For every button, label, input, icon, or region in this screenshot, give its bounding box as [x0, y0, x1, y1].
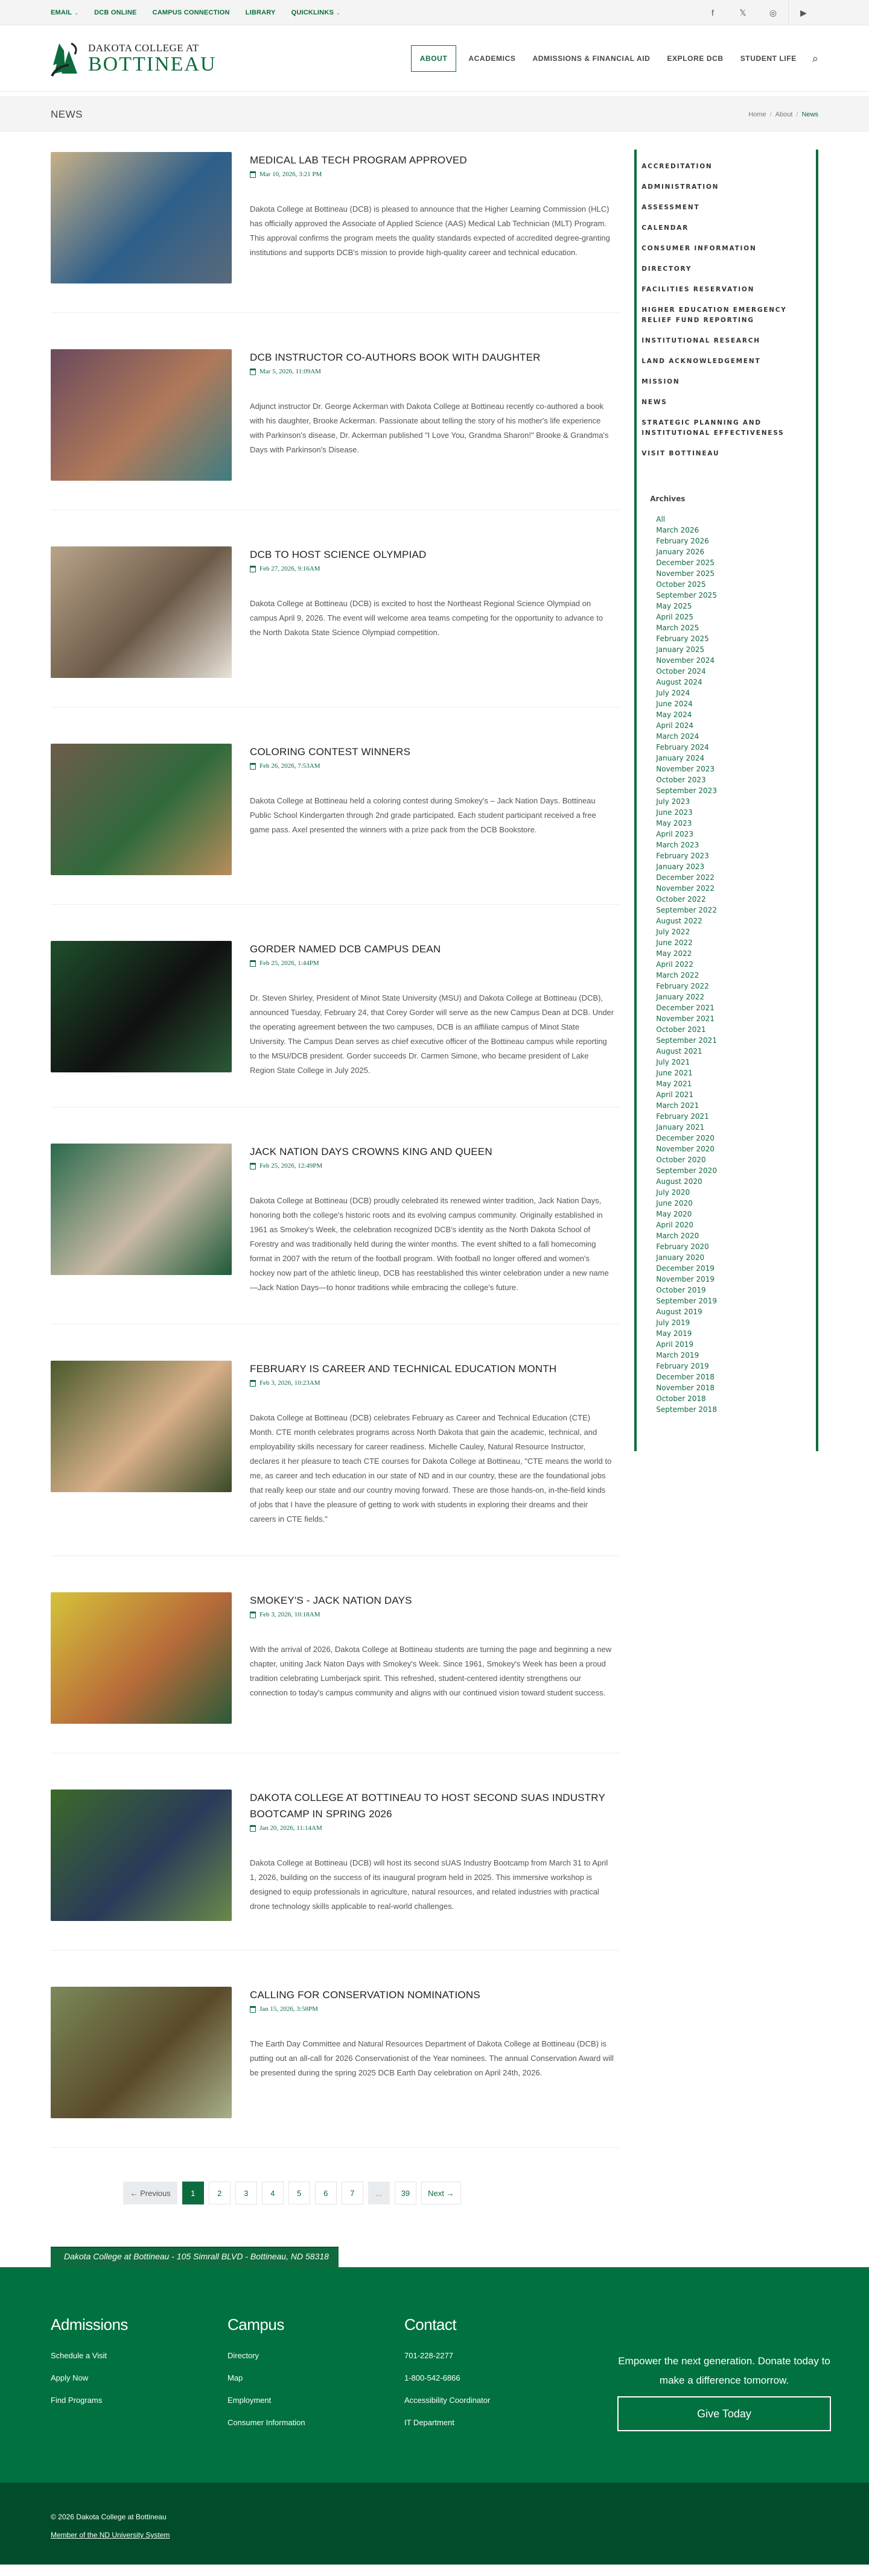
archive-link-january-2023[interactable]: January 2023: [656, 862, 705, 871]
post-date-text: Jan 15, 2026, 3:58PM: [259, 2005, 318, 2013]
chevron-down-icon: ⌄: [336, 10, 340, 16]
archive-link-october-2025[interactable]: October 2025: [656, 580, 706, 589]
breadcrumb-home[interactable]: Home: [748, 111, 766, 118]
post-thumbnail[interactable]: [51, 744, 232, 875]
archive-link-october-2023[interactable]: October 2023: [656, 776, 706, 784]
post-title-link[interactable]: DAKOTA COLLEGE AT BOTTINEAU TO HOST SECOND SUAS INDUSTRY BOOTCAMP IN SPRING 2026: [250, 1792, 605, 1820]
archive-link-march-2021[interactable]: March 2021: [656, 1101, 699, 1110]
post-date: [250, 762, 614, 770]
archive-link-september-2023[interactable]: September 2023: [656, 786, 717, 795]
post-title-link[interactable]: CALLING FOR CONSERVATION NOMINATIONS: [250, 1989, 480, 2001]
utility-link-campus-connection[interactable]: [153, 9, 230, 16]
archive-link-march-2020[interactable]: March 2020: [656, 1232, 699, 1240]
archive-link-june-2022[interactable]: June 2022: [656, 938, 693, 947]
archive-link-july-2024[interactable]: July 2024: [656, 689, 690, 697]
post-body: [250, 1987, 620, 2118]
archives-widget: [637, 464, 816, 1415]
utility-link-dcb-online[interactable]: [94, 9, 136, 16]
post-title-link[interactable]: GORDER NAMED DCB CAMPUS DEAN: [250, 943, 441, 955]
nav-academics[interactable]: ACADEMICS: [468, 54, 516, 63]
calendar-icon: [250, 2006, 256, 2013]
news-post: [51, 938, 620, 1107]
archive-link-november-2024[interactable]: November 2024: [656, 656, 715, 665]
archive-link-february-2023[interactable]: February 2023: [656, 852, 709, 860]
post-excerpt: Dakota College at Bottineau (DCB) proudly celebrated its renewed winter tradition, Jack Nation Days, honoring both the college's historic roots and its evolving campus community. Originally established in 1961 as Smokey's Week, the celebration recognized DCB's identity as the North Dakota School of Forestry and was traditionally held during the winter months. The event shifted to a fall homecoming format in 2007 with the return of the football program. With football no longer offered and women's hockey now part of the athletic lineup, DCB has reestablished this winter celebration under a new name—Jack Nation Days—to honor traditions while embracing the college's future.: [250, 1196, 609, 1292]
post-title-link[interactable]: SMOKEY'S - JACK NATION DAYS: [250, 1595, 412, 1606]
breadcrumb-separator: /: [769, 111, 772, 118]
news-post: [51, 150, 620, 313]
archive-link-june-2020[interactable]: June 2020: [656, 1199, 693, 1207]
post-date: [250, 2005, 614, 2013]
archive-link-february-2020[interactable]: February 2020: [656, 1242, 709, 1251]
post-date-text: Feb 27, 2026, 9:16AM: [259, 565, 320, 572]
footer-link-1-800-542-6866[interactable]: 1-800-542-6866: [404, 2373, 460, 2382]
archives-title: Archives: [650, 495, 686, 503]
archive-link-june-2023[interactable]: June 2023: [656, 808, 693, 817]
archive-link-december-2018[interactable]: December 2018: [656, 1373, 715, 1381]
archive-link-february-2019[interactable]: February 2019: [656, 1362, 709, 1370]
archive-link-april-2019[interactable]: April 2019: [656, 1340, 694, 1349]
archive-link-january-2025[interactable]: January 2025: [656, 645, 705, 654]
breadcrumb-about[interactable]: About: [775, 111, 793, 118]
search-icon[interactable]: ⌕: [812, 52, 818, 65]
page-1-button[interactable]: 1: [182, 2182, 204, 2204]
calendar-icon: [250, 1612, 256, 1618]
news-post: [51, 1358, 620, 1556]
post-excerpt: Dakota College at Bottineau (DCB) is excited to host the Northeast Regional Science Olympiad on campus April 9, 2026. The event will welcome area teams competing for the opportunity to advance to the North Dakota State Science Olympiad competition.: [250, 599, 603, 637]
news-post: [51, 1590, 620, 1753]
x-icon[interactable]: 𝕏: [739, 7, 746, 17]
post-title-link[interactable]: DCB TO HOST SCIENCE OLYMPIAD: [250, 549, 427, 560]
footer-link-directory[interactable]: Directory: [228, 2351, 259, 2360]
calendar-icon: [250, 1380, 256, 1387]
archive-link-october-2020[interactable]: October 2020: [656, 1156, 706, 1164]
archive-link-september-2019[interactable]: September 2019: [656, 1297, 717, 1305]
news-post: [51, 347, 620, 510]
post-date-text: Feb 26, 2026, 7:53AM: [259, 762, 320, 770]
post-body: [250, 1361, 620, 1527]
archive-link-october-2018[interactable]: October 2018: [656, 1394, 706, 1403]
news-post: [51, 544, 620, 707]
post-thumbnail[interactable]: [51, 1790, 232, 1921]
footer-link-701-228-2277[interactable]: 701-228-2277: [404, 2351, 453, 2360]
post-excerpt: Adjunct instructor Dr. George Ackerman with Dakota College at Bottineau recently co-authored a book with his daughter, Brooke Ackerman. Passionate about telling the story of his mother's life experience with Parkinson's disease, Dr. Ackerman published "I Love You, Grandma Sharon!" Brooke & Grandma's Days with Parkinson's Disease.: [250, 402, 609, 454]
calendar-icon: [250, 171, 256, 178]
breadcrumb-separator: /: [796, 111, 798, 118]
archive-link-november-2021[interactable]: November 2021: [656, 1014, 715, 1023]
sidebar-item-directory[interactable]: DIRECTORY: [641, 265, 692, 273]
post-date-text: Feb 25, 2026, 1:44PM: [259, 960, 319, 967]
archive-link-february-2021[interactable]: February 2021: [656, 1112, 709, 1121]
archive-link-november-2023[interactable]: November 2023: [656, 765, 715, 773]
footer-link-accessibility-coordinator[interactable]: Accessibility Coordinator: [404, 2396, 491, 2405]
calendar-icon: [250, 1163, 256, 1169]
news-post: [51, 1141, 620, 1324]
nd-university-system-link[interactable]: Member of the ND University System: [51, 2531, 170, 2539]
page-7-button[interactable]: 7: [342, 2182, 363, 2204]
social-links: [698, 0, 818, 25]
utility-link-quicklinks[interactable]: [291, 9, 340, 16]
news-post: [51, 741, 620, 905]
logo-line-2: BOTTINEAU: [88, 53, 217, 75]
post-thumbnail[interactable]: [51, 941, 232, 1072]
post-date: [250, 1611, 614, 1618]
post-date-text: Feb 25, 2026, 12:49PM: [259, 1162, 323, 1169]
archive-link-june-2021[interactable]: June 2021: [656, 1069, 693, 1077]
archive-link-february-2024[interactable]: February 2024: [656, 743, 709, 752]
post-thumbnail[interactable]: [51, 1361, 232, 1492]
copyright: © 2026 Dakota College at Bottineau: [51, 2513, 167, 2521]
post-body: [250, 1592, 620, 1724]
footer-column-title: Contact: [404, 2315, 457, 2334]
calendar-icon: [250, 369, 256, 375]
utility-link-library[interactable]: [246, 9, 276, 16]
pagination: [63, 2182, 521, 2247]
post-excerpt: Dr. Steven Shirley, President of Minot State University (MSU) and Dakota College at Bottineau (DCB), announced Tuesday, February 24, that Corey Gorder will serve as the new Campus Dean at DCB. Under the operating agreement between the two campuses, DCB is an affiliate campus of Minot State University. The Campus Dean serves as chief executive officer of the Bottineau campus while reporting to the MSU/DCB president. Gorder succeeds Dr. Carmen Simone, who became president of Lake Region State College in July 2025.: [250, 993, 614, 1075]
archive-link-march-2019[interactable]: March 2019: [656, 1351, 699, 1359]
archive-link-september-2021[interactable]: September 2021: [656, 1036, 717, 1045]
post-body: [250, 1144, 620, 1295]
archive-link-all[interactable]: All: [656, 515, 666, 524]
next-page-button[interactable]: Next →: [421, 2182, 460, 2204]
archive-link-december-2020[interactable]: December 2020: [656, 1134, 715, 1142]
post-title-link[interactable]: FEBRUARY IS CAREER AND TECHNICAL EDUCATION MONTH: [250, 1363, 557, 1375]
archive-link-january-2024[interactable]: January 2024: [656, 754, 705, 762]
archive-link-july-2019[interactable]: July 2019: [656, 1318, 690, 1327]
archive-link-march-2025[interactable]: March 2025: [656, 624, 699, 632]
post-date: [250, 1162, 614, 1169]
news-list: [51, 150, 620, 2247]
archive-link-february-2022[interactable]: February 2022: [656, 982, 709, 990]
sidebar-item-strategic-planning-and-institutional-effectiveness[interactable]: STRATEGIC PLANNING AND INSTITUTIONAL EFFECTIVENESS: [641, 419, 785, 437]
footer-bottom: [0, 2483, 869, 2565]
page-title-bar: [0, 97, 869, 131]
post-excerpt: Dakota College at Bottineau held a coloring contest during Smokey's – Jack Nation Days. Bottineau Public School Kindergarten through 2nd grade participated. Each student participant received a free game pass. Axel presented the winners with a prize pack from the DCB Bookstore.: [250, 796, 596, 834]
utility-link-email[interactable]: [51, 9, 78, 16]
post-title-link[interactable]: JACK NATION DAYS CROWNS KING AND QUEEN: [250, 1146, 492, 1157]
post-title-link[interactable]: DCB INSTRUCTOR CO-AUTHORS BOOK WITH DAUGHTER: [250, 352, 541, 363]
archive-link-march-2022[interactable]: March 2022: [656, 971, 699, 979]
archive-link-july-2020[interactable]: July 2020: [656, 1188, 690, 1197]
post-body: [250, 941, 620, 1078]
post-body: [250, 349, 620, 481]
archive-link-january-2026[interactable]: January 2026: [656, 548, 705, 556]
post-excerpt: Dakota College at Bottineau (DCB) will host its second sUAS Industry Bootcamp from March 31 to April 1, 2026, building on the success of its inaugural program held in 2025. This immersive workshop is designed to equip professionals in agriculture, natural resources, and related industries with practical drone technology skills applicable to real-world challenges.: [250, 1858, 608, 1911]
main-nav: [411, 45, 818, 72]
calendar-icon: [250, 960, 256, 967]
sidebar-item-assessment[interactable]: ASSESSMENT: [641, 204, 700, 211]
page-4-button[interactable]: 4: [262, 2182, 284, 2204]
footer-address: Dakota College at Bottineau - 105 Simrall BLVD - Bottineau, ND 58318: [51, 2247, 339, 2267]
youtube-icon[interactable]: ▶: [788, 0, 818, 25]
utility-link-label: EMAIL: [51, 9, 72, 16]
footer-column-admissions: [51, 2315, 228, 2440]
post-body: [250, 744, 620, 875]
footer-link-apply-now[interactable]: Apply Now: [51, 2373, 89, 2382]
archive-link-november-2020[interactable]: November 2020: [656, 1145, 715, 1153]
archive-link-november-2019[interactable]: November 2019: [656, 1275, 715, 1283]
archive-link-september-2020[interactable]: September 2020: [656, 1166, 717, 1175]
archive-link-september-2022[interactable]: September 2022: [656, 906, 717, 914]
archive-link-september-2018[interactable]: September 2018: [656, 1405, 717, 1414]
footer-link-list: [404, 2351, 581, 2427]
archive-link-december-2021[interactable]: December 2021: [656, 1004, 715, 1012]
archive-link-march-2024[interactable]: March 2024: [656, 732, 699, 741]
utility-link-label: DCB ONLINE: [94, 9, 137, 16]
sidebar-item-visit-bottineau[interactable]: VISIT BOTTINEAU: [641, 450, 720, 457]
post-date-text: Mar 10, 2026, 3:21 PM: [259, 171, 322, 178]
footer-link-consumer-information[interactable]: Consumer Information: [228, 2418, 305, 2427]
archive-link-march-2023[interactable]: March 2023: [656, 841, 699, 849]
nav-student-life[interactable]: STUDENT LIFE: [740, 54, 797, 63]
archive-link-may-2023[interactable]: May 2023: [656, 819, 692, 828]
logo-line-1: DAKOTA COLLEGE AT: [88, 42, 199, 54]
archive-link-july-2023[interactable]: July 2023: [656, 797, 690, 806]
calendar-icon: [250, 566, 256, 572]
archive-link-april-2025[interactable]: April 2025: [656, 613, 694, 621]
pagination-ellipsis: ...: [368, 2182, 390, 2204]
archive-link-april-2023[interactable]: April 2023: [656, 830, 694, 838]
post-date-text: Feb 3, 2026, 10:18AM: [259, 1611, 320, 1618]
page-title: NEWS: [51, 109, 83, 120]
post-date: [250, 1379, 614, 1387]
page-2-button[interactable]: 2: [209, 2182, 231, 2204]
sidebar-item-institutional-research[interactable]: INSTITUTIONAL RESEARCH: [641, 337, 760, 344]
post-thumbnail[interactable]: [51, 1987, 232, 2118]
post-date: [250, 171, 614, 178]
archive-link-july-2022[interactable]: July 2022: [656, 928, 690, 936]
archive-link-january-2021[interactable]: January 2021: [656, 1123, 705, 1131]
post-date: [250, 368, 614, 375]
post-excerpt: The Earth Day Committee and Natural Resources Department of Dakota College at Bottineau (DCB) is putting out an all-call for 2026 Conservationist of the Year nominees. The annual Conservation Award will be presented during the spring 2025 DCB Earth Day celebration on April 24th, 2026.: [250, 2039, 614, 2077]
page-3-button[interactable]: 3: [235, 2182, 257, 2204]
post-body: [250, 152, 620, 283]
footer-link-list: [51, 2351, 228, 2405]
archive-link-december-2022[interactable]: December 2022: [656, 873, 715, 882]
footer-link-it-department[interactable]: IT Department: [404, 2418, 454, 2427]
sidebar: [634, 150, 818, 1451]
site-footer: [0, 2267, 869, 2483]
post-body: [250, 546, 620, 678]
post-date: [250, 565, 614, 572]
archive-link-may-2024[interactable]: May 2024: [656, 710, 692, 719]
site-header: [0, 25, 869, 92]
sidebar-item-accreditation[interactable]: ACCREDITATION: [641, 163, 713, 170]
footer-column-title: Admissions: [51, 2315, 128, 2334]
utility-link-label: QUICKLINKS: [291, 9, 334, 16]
donate-text: Empower the next generation. Donate today to make a difference tomorrow.: [618, 2355, 830, 2386]
archive-link-may-2020[interactable]: May 2020: [656, 1210, 692, 1218]
site-logo[interactable]: [51, 39, 217, 78]
archive-link-march-2026[interactable]: March 2026: [656, 526, 699, 534]
sidebar-nav: [637, 150, 816, 464]
footer-link-map[interactable]: Map: [228, 2373, 243, 2382]
post-date: [250, 1824, 614, 1832]
post-date-text: Mar 5, 2026, 11:09AM: [259, 368, 321, 375]
archive-link-february-2025[interactable]: February 2025: [656, 635, 709, 643]
footer-address-strip: [0, 2247, 869, 2259]
archive-link-november-2018[interactable]: November 2018: [656, 1384, 715, 1392]
calendar-icon: [250, 1825, 256, 1832]
archive-link-august-2024[interactable]: August 2024: [656, 678, 702, 686]
previous-page-button[interactable]: ← Previous: [123, 2182, 177, 2204]
page-5-button[interactable]: 5: [288, 2182, 310, 2204]
archive-link-may-2019[interactable]: May 2019: [656, 1329, 692, 1338]
post-thumbnail[interactable]: [51, 152, 232, 283]
donate-section: [617, 2315, 831, 2440]
archive-link-december-2019[interactable]: December 2019: [656, 1264, 715, 1273]
page-last-button[interactable]: 39: [395, 2182, 416, 2204]
archive-link-august-2021[interactable]: August 2021: [656, 1047, 702, 1055]
archive-link-october-2019[interactable]: October 2019: [656, 1286, 706, 1294]
archive-link-october-2021[interactable]: October 2021: [656, 1025, 706, 1034]
archive-link-july-2021[interactable]: July 2021: [656, 1058, 690, 1066]
archive-link-august-2019[interactable]: August 2019: [656, 1308, 702, 1316]
footer-link-list: [228, 2351, 404, 2427]
footer-column-contact: [404, 2315, 581, 2440]
footer-link-employment[interactable]: Employment: [228, 2396, 272, 2405]
page-6-button[interactable]: 6: [315, 2182, 337, 2204]
calendar-icon: [250, 763, 256, 770]
content-area: [43, 131, 826, 2247]
archive-link-october-2024[interactable]: October 2024: [656, 667, 706, 676]
archive-link-may-2022[interactable]: May 2022: [656, 949, 692, 958]
nav-about[interactable]: ABOUT: [411, 45, 457, 72]
post-date-text: Jan 20, 2026, 11:14AM: [259, 1824, 322, 1832]
chevron-down-icon: ⌄: [74, 10, 79, 16]
archive-link-february-2026[interactable]: February 2026: [656, 537, 709, 545]
facebook-icon[interactable]: f: [711, 8, 714, 17]
post-title-link[interactable]: COLORING CONTEST WINNERS: [250, 746, 411, 758]
nav-explore-dcb[interactable]: EXPLORE DCB: [667, 54, 724, 63]
post-thumbnail[interactable]: [51, 1592, 232, 1724]
archive-link-may-2021[interactable]: May 2021: [656, 1080, 692, 1088]
post-date-text: Feb 3, 2026, 10:23AM: [259, 1379, 320, 1387]
archive-link-december-2025[interactable]: December 2025: [656, 559, 715, 567]
breadcrumb: [748, 111, 818, 118]
sidebar-item-news[interactable]: NEWS: [641, 399, 667, 406]
sidebar-item-administration[interactable]: ADMINISTRATION: [641, 183, 719, 191]
sidebar-item-land-acknowledgement[interactable]: LAND ACKNOWLEDGEMENT: [641, 358, 761, 365]
archive-link-november-2025[interactable]: November 2025: [656, 569, 715, 578]
utility-link-label: LIBRARY: [245, 9, 276, 16]
archive-link-september-2025[interactable]: September 2025: [656, 591, 717, 600]
archive-link-january-2022[interactable]: January 2022: [656, 993, 705, 1001]
archive-link-april-2020[interactable]: April 2020: [656, 1221, 694, 1229]
footer-column-title: Campus: [228, 2315, 284, 2334]
post-thumbnail[interactable]: [51, 1144, 232, 1275]
sidebar-item-higher-education-emergency-relief-fund-reporting[interactable]: HIGHER EDUCATION EMERGENCY RELIEF FUND REPORTING: [641, 306, 787, 324]
utility-links: [51, 9, 340, 16]
archive-link-january-2020[interactable]: January 2020: [656, 1253, 705, 1262]
sidebar-item-facilities-reservation[interactable]: FACILITIES RESERVATION: [641, 286, 755, 293]
post-body: [250, 1790, 620, 1921]
archive-link-april-2021[interactable]: April 2021: [656, 1090, 694, 1099]
pine-tree-logo-icon: [51, 39, 86, 78]
post-date: [250, 960, 614, 967]
footer-link-find-programs[interactable]: Find Programs: [51, 2396, 103, 2405]
post-thumbnail[interactable]: [51, 349, 232, 481]
post-title-link[interactable]: MEDICAL LAB TECH PROGRAM APPROVED: [250, 154, 467, 166]
footer-link-schedule-a-visit[interactable]: Schedule a Visit: [51, 2351, 107, 2360]
breadcrumb-news: News: [801, 111, 818, 118]
sidebar-item-consumer-information[interactable]: CONSUMER INFORMATION: [641, 245, 757, 252]
give-today-button[interactable]: Give Today: [617, 2396, 831, 2431]
archive-link-april-2022[interactable]: April 2022: [656, 960, 694, 969]
post-excerpt: Dakota College at Bottineau (DCB) is pleased to announce that the Higher Learning Commission (HLC) has officially approved the Associate of Applied Science (AAS) Medical Lab Technician (MLT) Program. This approval confirms the program meets the quality standards expected of accredited degree-granting institutions and supports DCB's mission to provide high-quality career and technical education.: [250, 204, 610, 257]
archive-link-june-2024[interactable]: June 2024: [656, 700, 693, 708]
nav-admissions-financial-aid[interactable]: ADMISSIONS & FINANCIAL AID: [532, 54, 651, 63]
archive-link-august-2020[interactable]: August 2020: [656, 1177, 702, 1186]
news-post: [51, 1787, 620, 1951]
utility-link-label: CAMPUS CONNECTION: [152, 9, 230, 16]
post-excerpt: Dakota College at Bottineau (DCB) celebrates February as Career and Technical Education (CTE) Month. CTE month celebrates programs across North Dakota that gain the academic, technical, and employability skills necessary for career readiness. Michelle Cauley, Natural Resource Instructor, declares it her pleasure to teach CTE courses for Dakota College at Bottineau, "CTE means the world to me, as career and tech education in our state of ND and in our country, these are the foundational jobs that really keep our state and our country moving forward. These are those hands-on, in-the-field kinds of jobs that I have the pleasure of getting to work with students in exploring their dreams and their careers in CTE fields.": [250, 1413, 612, 1524]
sidebar-item-calendar[interactable]: CALENDAR: [641, 224, 689, 232]
archive-link-october-2022[interactable]: October 2022: [656, 895, 706, 903]
utility-bar: [0, 0, 869, 25]
archive-link-november-2022[interactable]: November 2022: [656, 884, 715, 893]
post-thumbnail[interactable]: [51, 546, 232, 678]
footer-column-campus: [228, 2315, 404, 2440]
archive-link-may-2025[interactable]: May 2025: [656, 602, 692, 610]
archive-link-april-2024[interactable]: April 2024: [656, 721, 694, 730]
instagram-icon[interactable]: ◎: [769, 7, 777, 17]
sidebar-item-mission[interactable]: MISSION: [641, 378, 680, 385]
post-excerpt: With the arrival of 2026, Dakota College at Bottineau students are turning the page and beginning a new chapter, uniting Jack Naton Days with Smokey's Week. Since 1961, Smokey's Week has been a proud tradition celebrating Lumberjack spirit. This refreshed, student-centered identity strengthens our connection to today's campus community and aligns with our continued vision toward student success.: [250, 1645, 612, 1697]
news-post: [51, 1984, 620, 2148]
archive-link-august-2022[interactable]: August 2022: [656, 917, 702, 925]
archives-list: [650, 514, 816, 1415]
